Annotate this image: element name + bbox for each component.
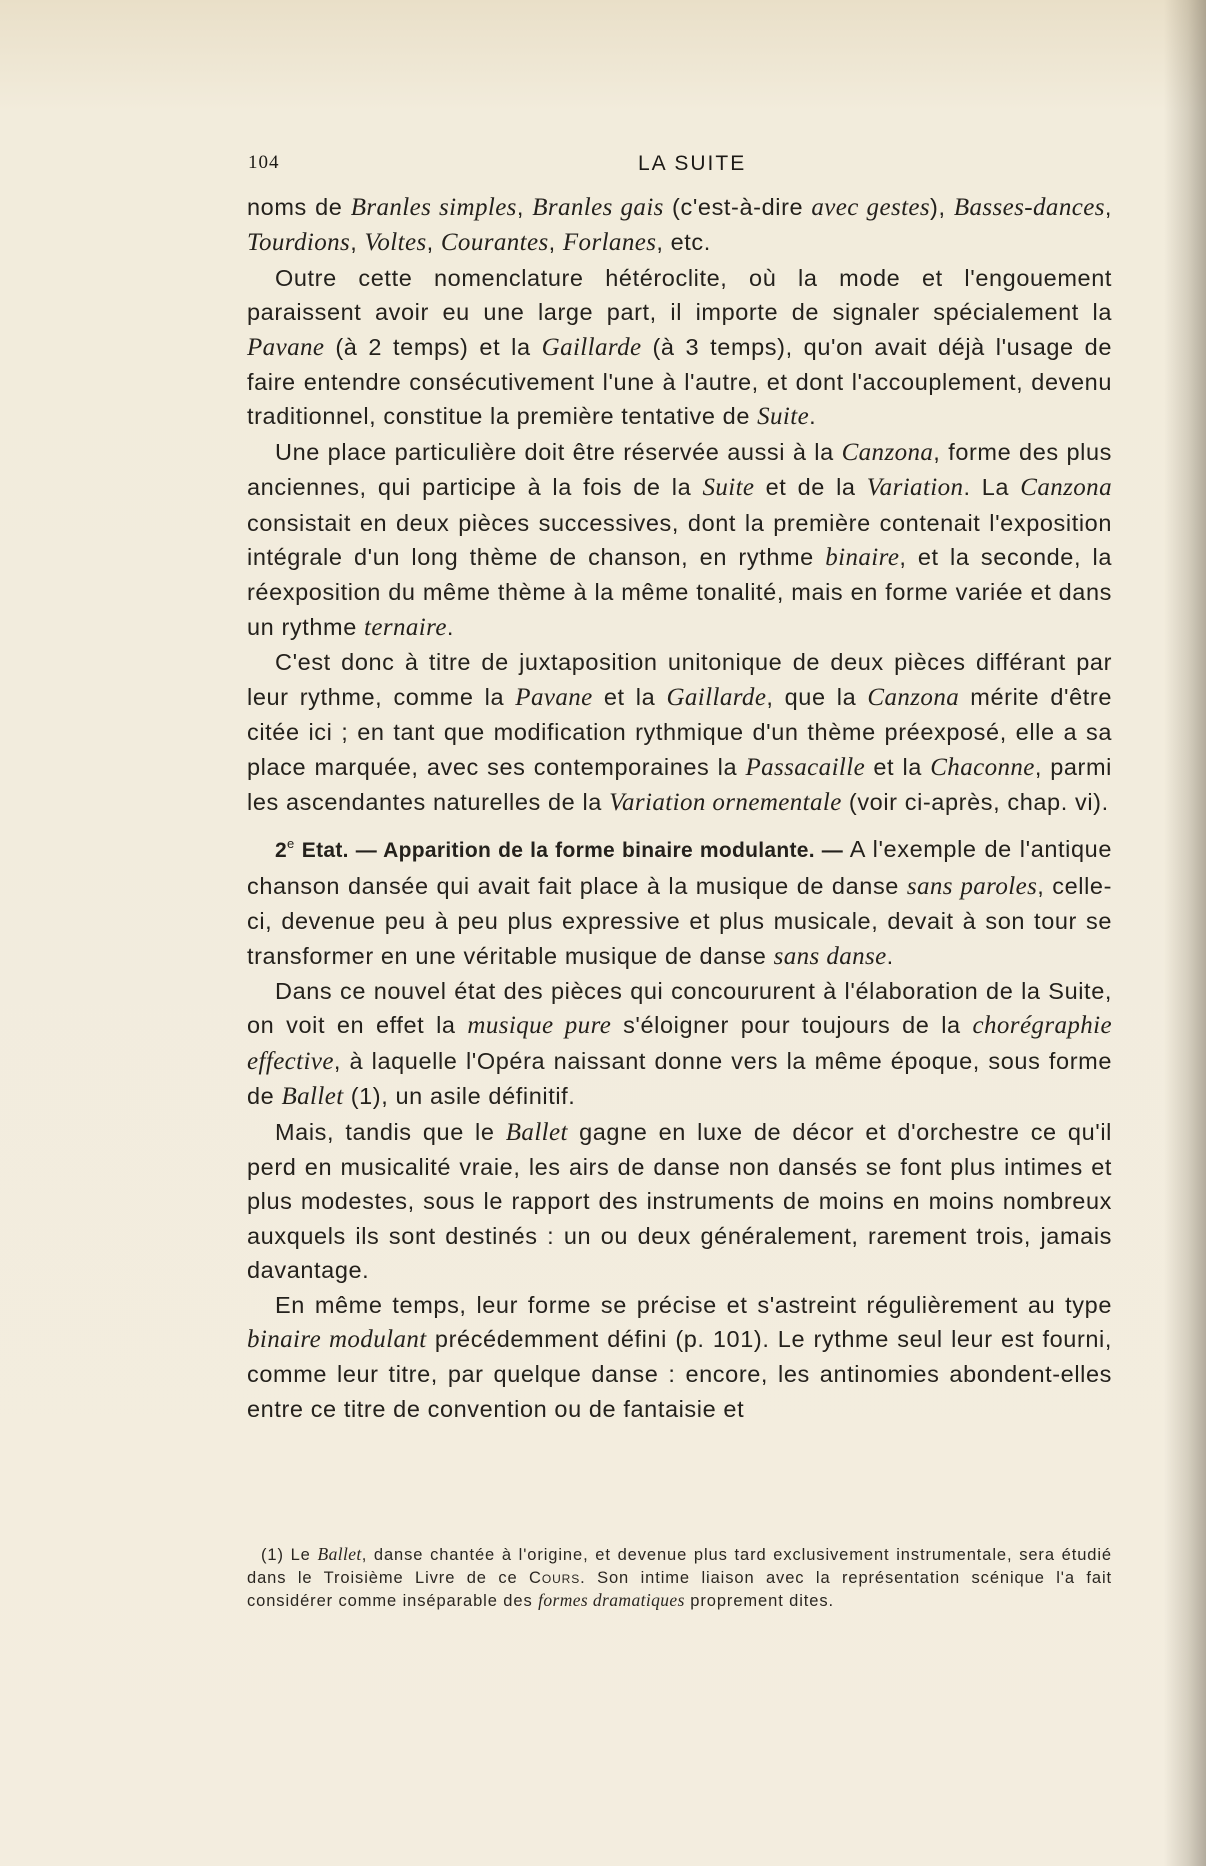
text-run: C'est donc à titre de juxtaposition unitonique de deux pièces différant par leur rythme, comme la [247, 649, 1112, 710]
text-run: , [1104, 194, 1112, 220]
text-run: (1) Le [261, 1546, 318, 1564]
text-run: . La [963, 474, 1021, 501]
italic-term: Branles gais [532, 194, 664, 221]
text-run: (c'est-à-dire [663, 194, 812, 220]
text-run: mérite d'être citée ici ; en tant que modification rythmique d'un thème préexposé, elle a sa place marquée, avec ses contemporaines la [247, 683, 1112, 780]
italic-term: Suite [757, 403, 810, 431]
italic-term: Branles simples [350, 194, 517, 221]
italic-term: Gaillarde [666, 683, 767, 711]
paragraph [247, 645, 1112, 820]
section-heading: 2 [275, 839, 287, 863]
italic-term: avec gestes [811, 194, 931, 221]
italic-term: Canzona [841, 438, 934, 466]
italic-term: binaire modulant [247, 1326, 427, 1353]
italic-term: Ballet [281, 1083, 344, 1111]
text-run: , à laquelle l'Opéra naissant donne vers la même époque, sous forme de [247, 1047, 1112, 1110]
text-run: précédemment défini (p. 101). Le rythme seul leur est fourni, comme leur titre, par quelque danse : encore, les antinomies abondent-elles entre ce titre de convention ou de fantaisie et [247, 1326, 1112, 1422]
text-run: Outre cette nomenclature hétéroclite, où la mode et l'engouement paraissent avoir eu une large part, il importe de signaler spécialement la [247, 264, 1112, 326]
text-run: , celle-ci, devenue peu à peu plus expressive et plus musicale, devait à son tour se transformer en une véritable musique de danse [247, 872, 1112, 969]
text-run: A l'exemple de l'antique chanson dansée qui avait fait place à la musique de danse [247, 836, 1112, 899]
text-run: ), [930, 194, 954, 220]
footnote-text [247, 1543, 1112, 1613]
text-run: gagne en luxe de décor et d'orchestre ce qu'il perd en musicalité vraie, les airs de danse non dansés se font plus intimes et plus modestes, sous le rapport des instruments de moins en moins nombreux auxquels ils sont destinés : un ou deux généralement, rarement trois, jamais davantage. [247, 1118, 1112, 1284]
text-run: (voir ci-après, chap. vi). [841, 788, 1109, 815]
italic-term: musique pure [467, 1012, 612, 1040]
text-run: Une place particulière doit être réservée aussi à la [275, 438, 842, 465]
text-run: En même temps, leur forme se précise et s'astreint régulièrement au type [275, 1291, 1112, 1318]
text-run: , parmi les ascendantes naturelles de la [247, 753, 1112, 815]
italic-term: chorégraphie effective [247, 1012, 1113, 1075]
small-caps-text: Cours [529, 1568, 581, 1587]
paragraph [247, 1115, 1112, 1288]
text-run: , [350, 229, 365, 256]
paragraph [247, 832, 1112, 974]
text-run: . Son intime liaison avec la représentation scénique l'a fait considérer comme inséparable des [247, 1568, 1112, 1610]
paragraph [247, 435, 1112, 645]
italic-term: Passacaille [745, 753, 866, 781]
italic-term: sans paroles [906, 872, 1038, 900]
paragraph [247, 261, 1112, 435]
body-text [247, 190, 1112, 1426]
italic-term: formes dramatiques [538, 1590, 685, 1610]
text-run: . [809, 403, 817, 430]
paragraph [247, 190, 1112, 261]
italic-term: Ballet [505, 1118, 568, 1146]
paragraph [247, 1288, 1112, 1427]
superscript: e [286, 836, 295, 852]
italic-term: Canzona [1020, 474, 1112, 502]
italic-term: Pavane [515, 683, 593, 711]
text-run: s'éloigner pour toujours de la [611, 1012, 973, 1039]
text-run: (à 2 temps) et la [324, 333, 542, 360]
paragraph [247, 974, 1112, 1115]
text-run: , et la seconde, la réexposition du même thème à la même tonalité, mais en forme variée et dans un rythme [247, 544, 1112, 640]
italic-term: Ballet [317, 1544, 362, 1564]
text-run: et la [865, 753, 931, 780]
text-run: , etc. [656, 229, 711, 256]
text-run: (1), un asile définitif. [343, 1083, 576, 1110]
text-run: Mais, tandis que le [275, 1118, 506, 1145]
text-run: , [426, 229, 441, 256]
text-run: , forme des plus anciennes, qui participe à la fois de la [247, 438, 1112, 501]
italic-term: Variation ornementale [609, 788, 842, 816]
text-run: . [886, 942, 894, 969]
italic-term: Pavane [247, 333, 325, 361]
footnote [247, 1543, 1112, 1613]
text-run: noms de [247, 194, 351, 220]
text-run: , que la [766, 683, 868, 710]
section-heading: Etat. — Apparition de la forme binaire modulante. — [294, 839, 844, 863]
italic-term: Variation [866, 474, 964, 502]
text-run: Dans ce nouvel état des pièces qui concoururent à l'élaboration de la Suite, on voit en effet la [247, 977, 1112, 1039]
italic-term: ternaire [364, 613, 447, 641]
italic-term: Canzona [867, 683, 960, 711]
italic-term: binaire [825, 544, 900, 572]
italic-term: Tourdions [247, 229, 351, 257]
text-run: , [548, 229, 563, 256]
italic-term: Forlanes [562, 229, 657, 257]
page-number: 104 [248, 152, 280, 173]
text-run: proprement dites. [684, 1592, 834, 1610]
italic-term: Suite [702, 474, 755, 502]
italic-term: sans danse [773, 942, 887, 970]
italic-term: Chaconne [930, 753, 1035, 781]
italic-term: Voltes [364, 229, 427, 257]
text-run: et la [592, 683, 667, 710]
italic-term: Gaillarde [541, 333, 642, 361]
text-run: . [446, 613, 454, 640]
running-head [248, 152, 1112, 182]
italic-term: Courantes [440, 229, 549, 257]
text-run: , [516, 194, 533, 220]
text-run: consistait en deux pièces successives, dont la première contenait l'exposition intégrale d'un long thème de chanson, en rythme [247, 509, 1112, 571]
text-run: et de la [754, 474, 867, 501]
text-run: (à 3 temps), qu'on avait déjà l'usage de faire entendre consécutivement l'une à l'autre, et dont l'accouplement, devenu traditionnel, constitue la première tentative de [247, 333, 1112, 430]
text-run: , danse chantée à l'origine, et devenue plus tard exclusivement instrumentale, sera étudié dans le Troisième Livre de ce [247, 1546, 1112, 1587]
italic-term: Basses-dances [953, 194, 1105, 221]
running-title: LA SUITE [638, 152, 747, 175]
